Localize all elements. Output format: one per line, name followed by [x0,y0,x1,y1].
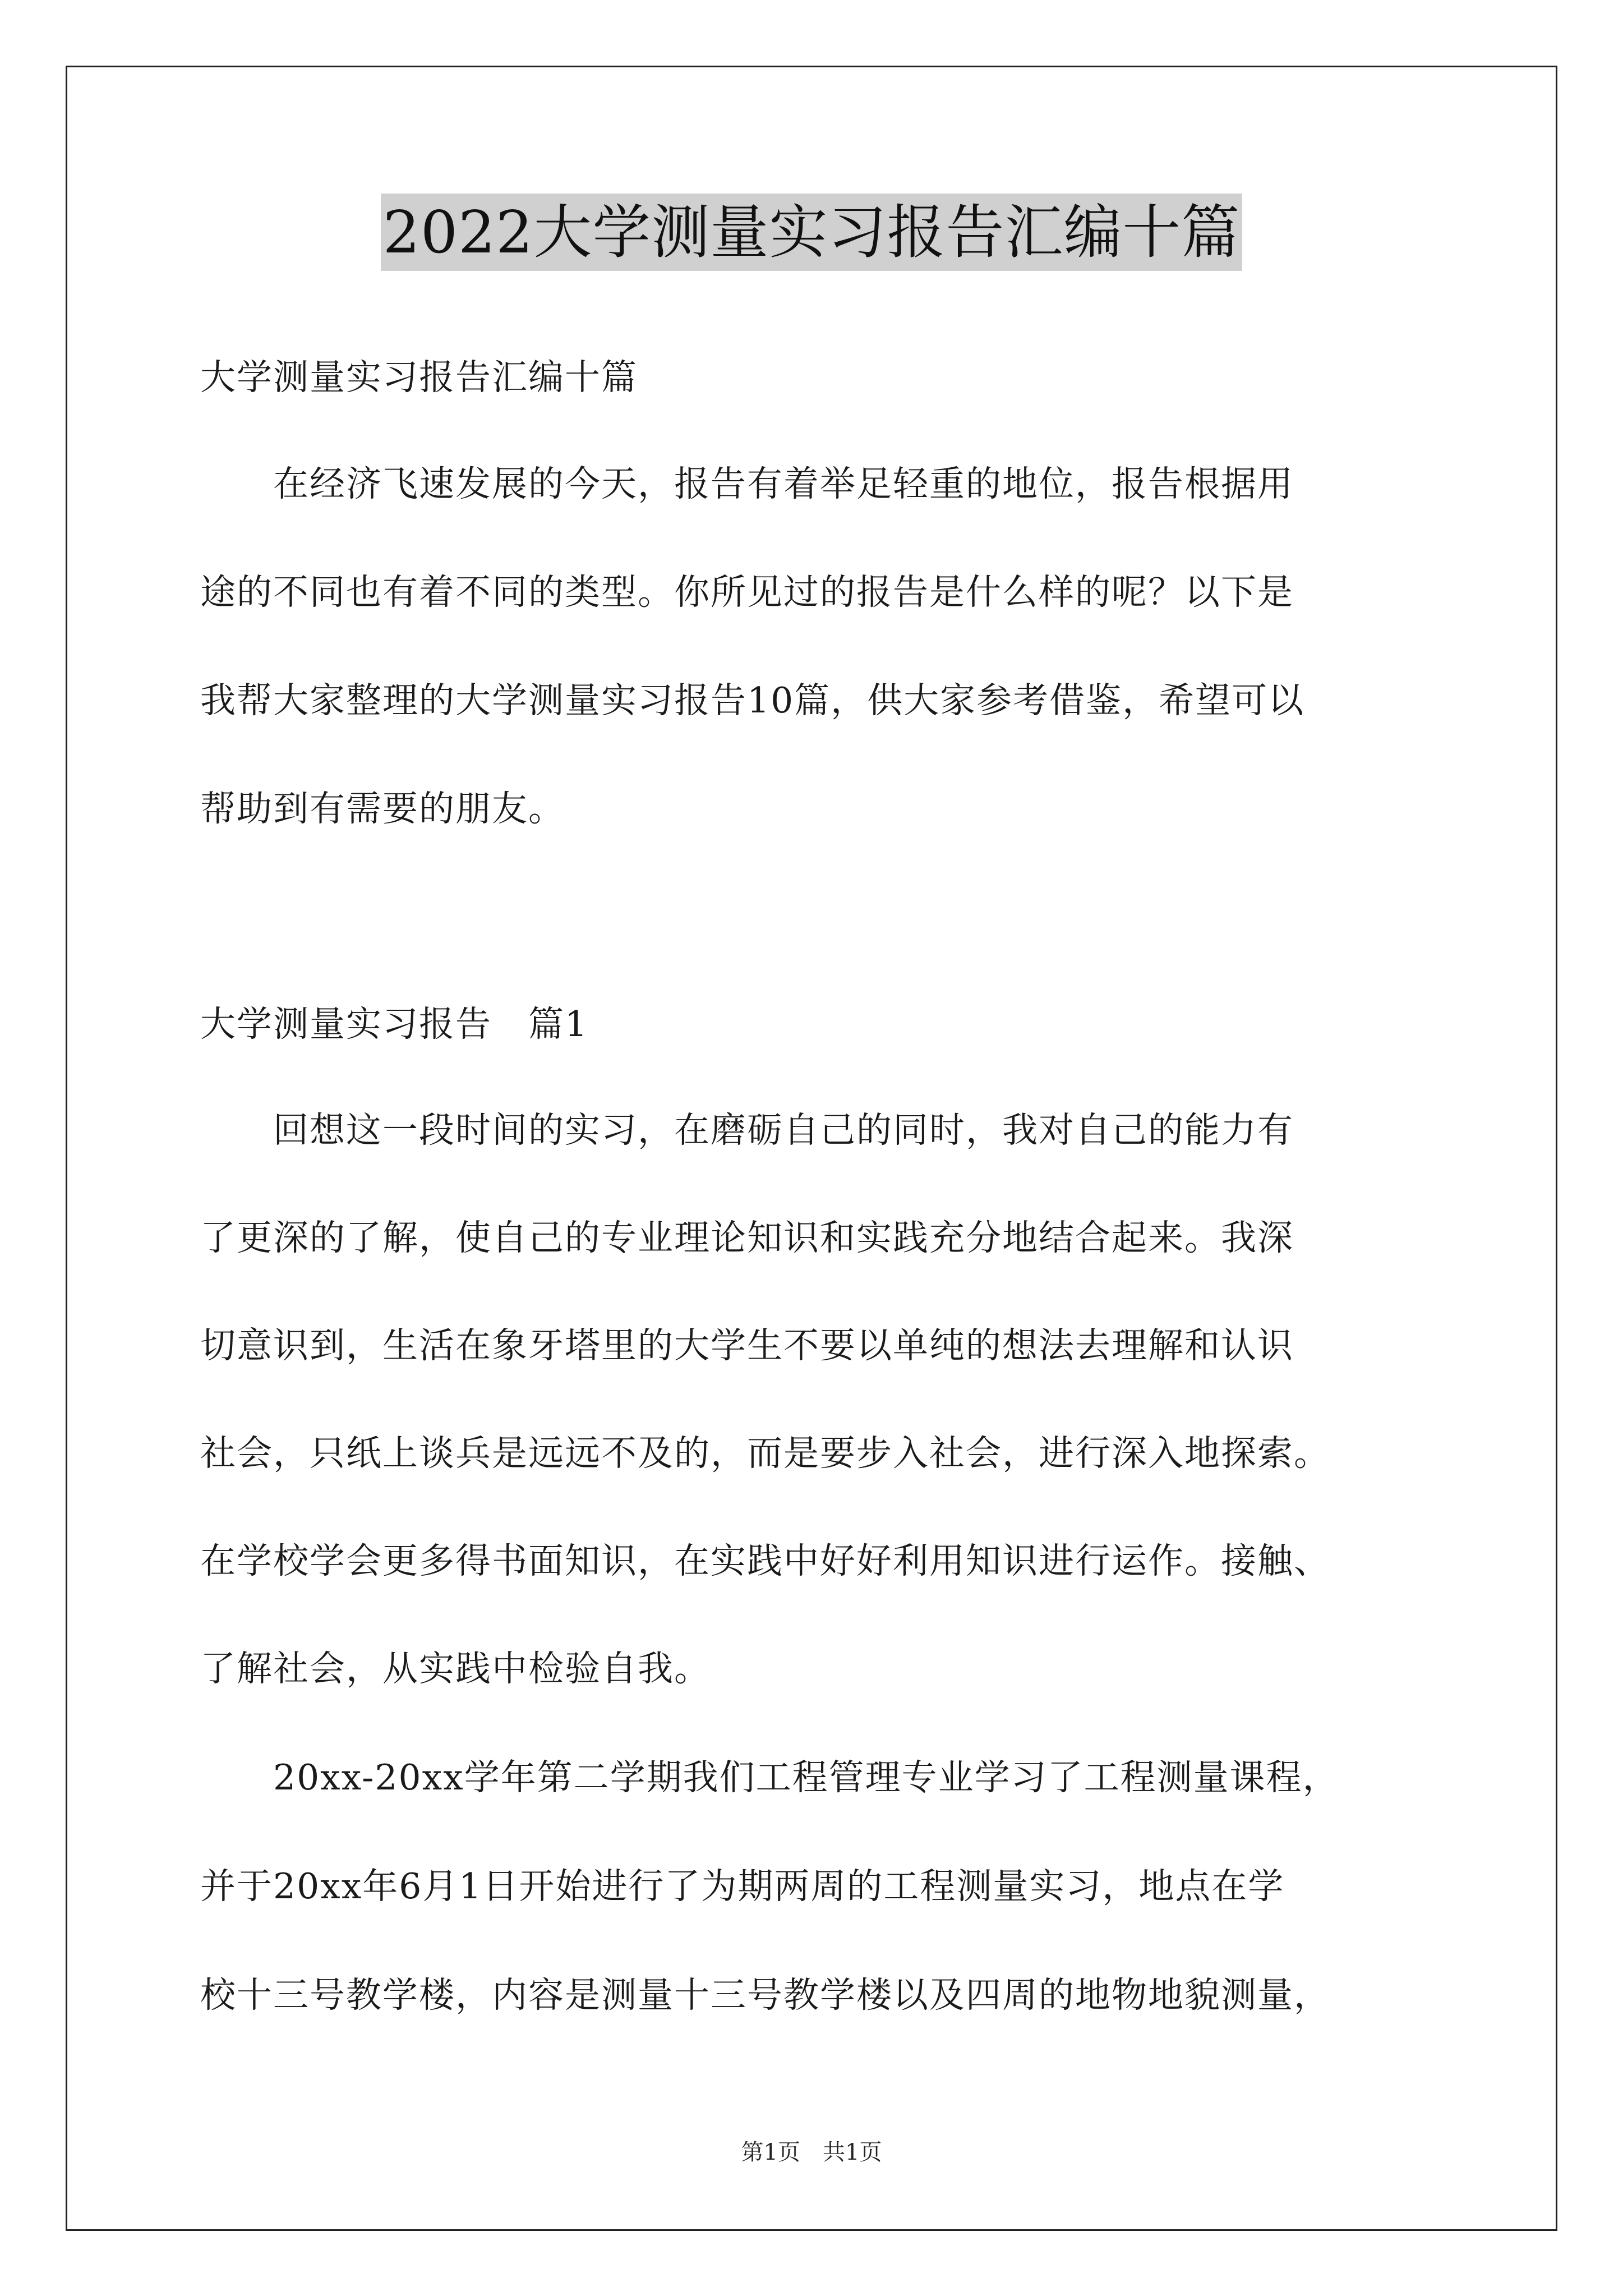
intro-line: 帮助到有需要的朋友。 [200,788,565,829]
page-footer: 第1页 共1页 [741,2139,882,2165]
document-subtitle: 大学测量实习报告汇编十篇 [200,357,638,398]
section-line: 了更深的了解，使自己的专业理论知识和实践充分地结合起来。我深 [200,1217,1294,1258]
section-line: 切意识到，生活在象牙塔里的大学生不要以单纯的想法去理解和认识 [200,1325,1294,1366]
title-container [0,194,1623,271]
section-line: 20xx-20xx学年第二学期我们工程管理专业学习了工程测量课程， [200,1757,1339,1798]
intro-line: 途的不同也有着不同的类型。你所见过的报告是什么样的呢？以下是 [200,572,1294,613]
section-line: 了解社会，从实践中检验自我。 [200,1648,711,1689]
section-heading: 大学测量实习报告 篇1 [200,1004,589,1045]
section-line: 并于20xx年6月1日开始进行了为期两周的工程测量实习，地点在学 [200,1866,1285,1907]
section-line: 回想这一段时间的实习，在磨砺自己的同时，我对自己的能力有 [200,1110,1294,1151]
intro-line: 我帮大家整理的大学测量实习报告10篇，供大家参考借鉴，希望可以 [200,680,1305,721]
section-line: 校十三号教学楼，内容是测量十三号教学楼以及四周的地物地貌测量， [200,1975,1330,2016]
section-line: 社会，只纸上谈兵是远远不及的，而是要步入社会，进行深入地探索。 [200,1433,1330,1474]
section-line: 在学校学会更多得书面知识，在实践中好好利用知识进行运作。接触、 [200,1540,1330,1581]
intro-line: 在经济飞速发展的今天，报告有着举足轻重的地位，报告根据用 [200,463,1294,504]
document-title: 2022大学测量实习报告汇编十篇 [381,194,1243,271]
